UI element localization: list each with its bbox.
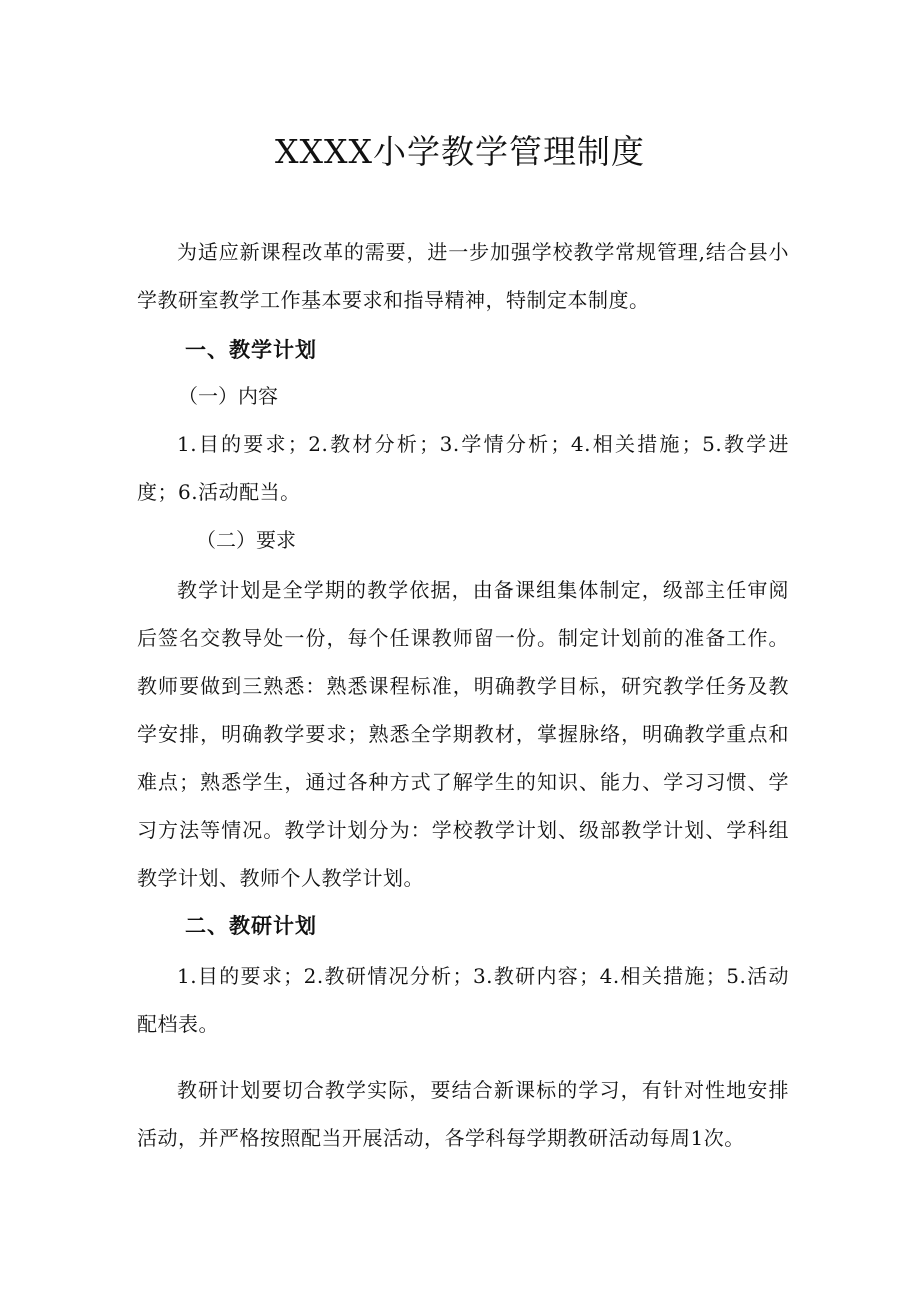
subsection-label-content: （一）内容 xyxy=(178,384,278,408)
document-title: XXXX小学教学管理制度 xyxy=(275,132,645,171)
research-body-paragraph: 教研计划要切合教学实际，要结合新课标的学习，有针对性地安排活动，并严格按照配当开展活动，各学科每学期教研活动每周1次。 xyxy=(137,1078,789,1150)
content-items-paragraph: 1.目的要求；2.教材分析；3.学情分析；4.相关措施；5.教学进度；6.活动配当。 xyxy=(137,432,789,504)
intro-paragraph: 为适应新课程改革的需要，进一步加强学校教学常规管理,结合县小学教研室教学工作基本要求和指导精神，特制定本制度。 xyxy=(137,240,789,312)
requirements-paragraph: 教学计划是全学期的教学依据，由备课组集体制定，级部主任审阅后签名交教导处一份，每个任课教师留一份。制定计划前的准备工作。教师要做到三熟悉：熟悉课程标准，明确教学目标，研究教学任务及教学安排，明确教学要求；熟悉全学期教材，掌握脉络，明确教学重点和难点；熟悉学生，通过各种方式了解学生的知识、能力、学习习惯、学习方法等情况。教学计划分为：学校教学计划、级部教学计划、学科组教学计划、教师个人教学计划。 xyxy=(137,578,789,890)
subsection-label-requirements: （二）要求 xyxy=(196,528,296,552)
section-heading-teaching-plan: 一、教学计划 xyxy=(185,338,317,362)
section-heading-research-plan: 二、教研计划 xyxy=(185,914,317,938)
research-items-paragraph: 1.目的要求；2.教研情况分析；3.教研内容；4.相关措施；5.活动配档表。 xyxy=(137,964,789,1036)
